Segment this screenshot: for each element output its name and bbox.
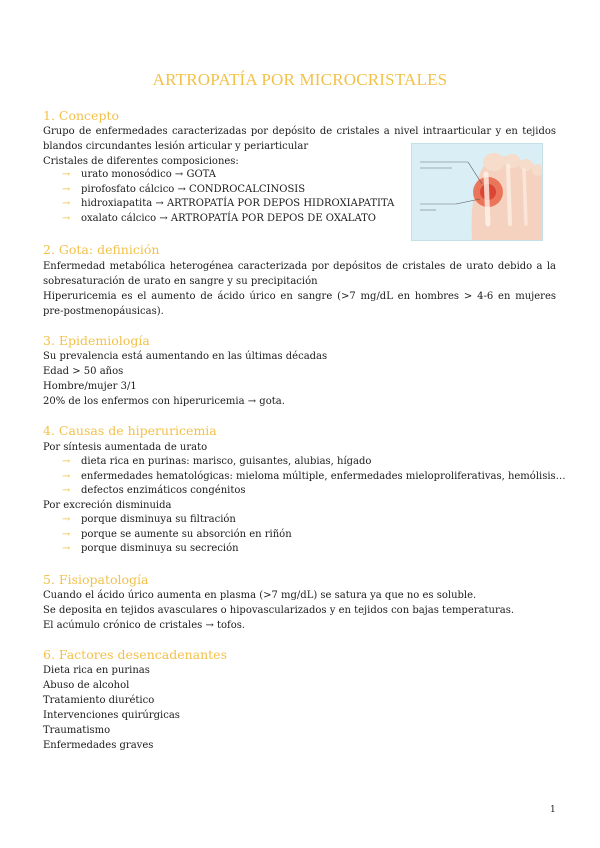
text-line: Abuso de alcohol [43,680,130,691]
gout-foot-illustration [411,143,543,241]
fisiopatologia-lines [43,588,556,633]
text-line: Intervenciones quirúrgicas [43,710,180,721]
text-line: Se deposita en tejidos avasculares o hipovascularizados y en tejidos con bajas temperaturas. [43,605,515,616]
list-item: → porque se aumente su absorción en riñón [62,528,292,543]
section-heading-gota: 2. Gota: definición [43,242,160,257]
arrow-bullet-icon: → [62,514,71,525]
causas-sub1 [43,440,556,455]
crystal-list [62,168,394,226]
section-heading-causas: 4. Causas de hiperuricemia [43,423,217,438]
gota-paragraph [43,259,556,319]
text-line: Grupo de enfermedades caracterizadas por depósito de cristales a nivel intraarticular y en tejidos [43,126,556,137]
excrecion-list [62,513,292,557]
document-title: ARTROPATÍA POR MICROCRISTALES [152,70,448,89]
text-line: Enfermedades graves [43,740,154,751]
factores-lines [43,663,556,753]
arrow-bullet-icon: → [62,528,71,540]
list-item: → dieta rica en purinas: marisco, guisantes, alubias, hígado [62,455,566,470]
list-item: → defectos enzimáticos congénitos [62,484,566,499]
causas-sub2 [43,498,556,513]
arrow-bullet-icon: → [62,198,71,209]
text-line: Tratamiento diurético [43,695,155,706]
arrow-bullet-icon: → [62,212,71,224]
section-heading-factores: 6. Factores desencadenantes [43,647,227,662]
text-line: pre-postmenopáusicas). [43,306,164,317]
epidemiologia-lines [43,349,556,409]
section-heading-fisiopatologia: 5. Fisiopatología [43,572,149,587]
list-item: → enfermedades hematológicas: mieloma múltiple, enfermedades mieloproliferativas, hemólisis… [62,470,566,485]
list-item: → hidroxiapatita → ARTROPATÍA POR DEPOS HIDROXIAPATITA [62,197,394,212]
text-line: Cuando el ácido úrico aumenta en plasma (>7 mg/dL) se satura ya que no es soluble. [43,590,477,601]
text-line: blandos circundantes lesión articular y periarticular [43,141,309,152]
arrow-bullet-icon: → [62,169,71,180]
text-line: Enfermedad metabólica heterogénea caracterizada por depósitos de cristales de urato debido a la [43,261,556,272]
text-line: Por excreción disminuida [43,500,172,511]
text-line: El acúmulo crónico de cristales → tofos. [43,620,246,631]
list-item: → pirofosfato cálcico → CONDROCALCINOSIS [62,183,394,198]
text-line: Hombre/mujer 3/1 [43,381,137,392]
text-line: sobresaturación de urato en sangre y su precipitación [43,276,318,287]
page-number: 1 [550,805,556,815]
text-line: Por síntesis aumentada de urato [43,442,208,453]
arrow-bullet-icon: → [62,485,71,496]
text-line: Su prevalencia está aumentando en las últimas décadas [43,351,328,362]
list-item: → porque disminuya su filtración [62,513,292,528]
text-line: Traumatismo [43,725,111,736]
list-item: → urato monosódico → GOTA [62,168,394,183]
arrow-bullet-icon: → [62,183,71,195]
list-item: → porque disminuya su secreción [62,542,292,557]
arrow-bullet-icon: → [62,456,71,467]
arrow-bullet-icon: → [62,470,71,482]
section-heading-concepto: 1. Concepto [43,108,119,123]
text-line: 20% de los enfermos con hiperuricemia → gota. [43,396,285,407]
text-line: Dieta rica en purinas [43,665,150,676]
text-line: Edad > 50 años [43,366,124,377]
sintesis-list [62,455,566,499]
arrow-bullet-icon: → [62,543,71,554]
section-heading-epidemiologia: 3. Epidemiología [43,333,150,348]
list-item: → oxalato cálcico → ARTROPATÍA POR DEPOS DE OXALATO [62,212,394,227]
text-line: Hiperuricemia es el aumento de ácido úrico en sangre (>7 mg/dL en hombres > 4-6 en mujeres [43,291,556,302]
text-line: Cristales de diferentes composiciones: [43,156,239,167]
foot-image-icon [412,144,542,240]
